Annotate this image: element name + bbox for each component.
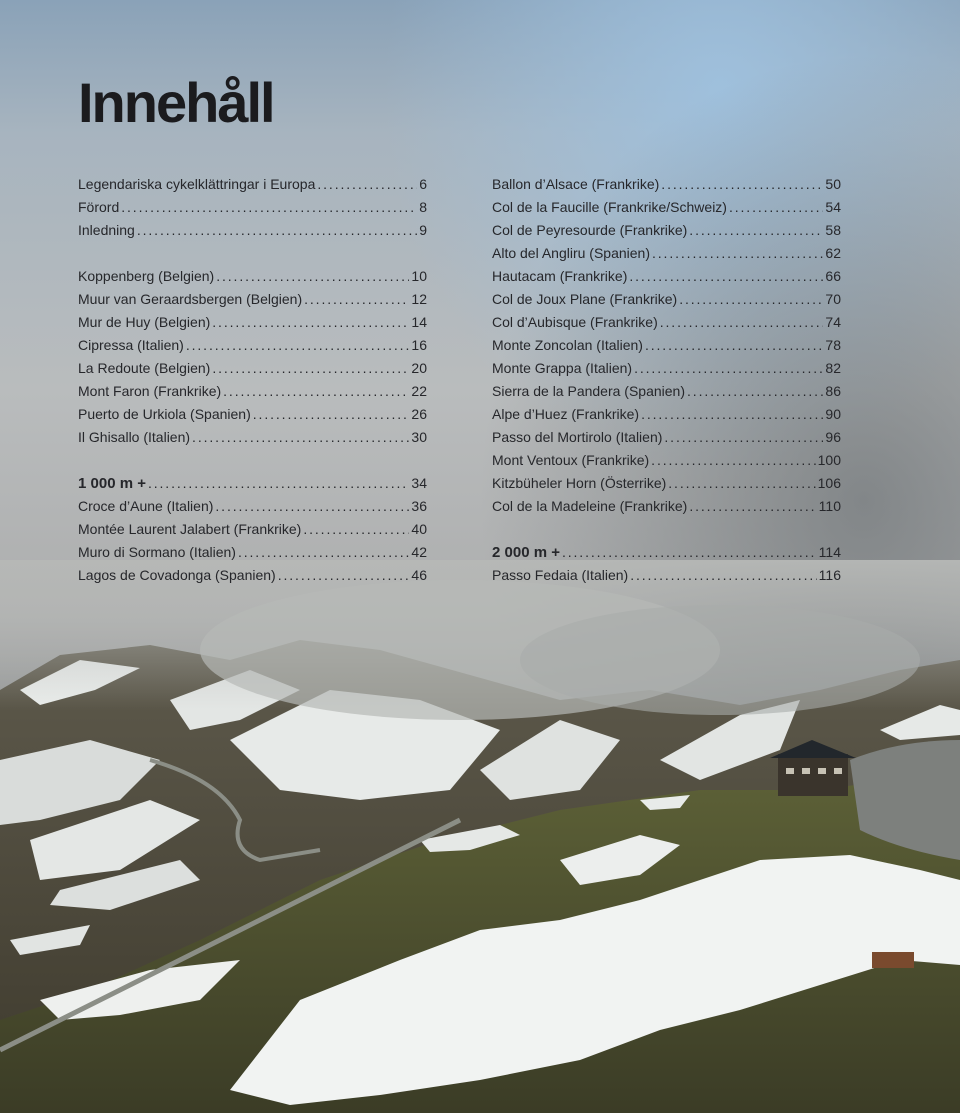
toc-entry-title: Legendariska cykelklättringar i Europa: [78, 176, 316, 192]
toc-page-number: 114: [818, 544, 841, 560]
dot-leader: [629, 265, 823, 288]
toc-entry: [492, 265, 841, 288]
toc-page-number: 8: [419, 199, 427, 215]
toc-entry-title: Col d’Aubisque (Frankrike): [492, 314, 658, 330]
toc-page-number: 106: [817, 475, 841, 491]
toc-entry: [492, 219, 841, 242]
toc-page-number: 12: [411, 291, 427, 307]
toc-page-number: 50: [825, 176, 841, 192]
toc-page-number: 34: [411, 475, 427, 491]
toc-page-number: 40: [411, 521, 427, 537]
dot-leader: [192, 426, 409, 449]
toc-entry-title: Mont Ventoux (Frankrike): [492, 452, 650, 468]
toc-entry-title: Monte Zoncolan (Italien): [492, 337, 643, 353]
toc-page-number: 78: [825, 337, 841, 353]
toc-section-heading: [78, 472, 427, 495]
toc-page-number: 30: [411, 429, 427, 445]
toc-entry: [492, 426, 841, 449]
dot-leader: [317, 173, 417, 196]
toc-entry: [78, 357, 427, 380]
toc-entry-title: Muur van Geraardsbergen (Belgien): [78, 291, 303, 307]
toc-spacer: [78, 449, 427, 472]
toc-page-number: 82: [825, 360, 841, 376]
toc-column-right: [492, 173, 841, 587]
toc-entry: [492, 403, 841, 426]
dot-leader: [645, 334, 823, 357]
toc-page-number: 74: [825, 314, 841, 330]
dot-leader: [304, 288, 409, 311]
toc-entry: [78, 288, 427, 311]
toc-entry: [78, 495, 427, 518]
toc-entry: [78, 403, 427, 426]
toc-entry-title: Col de la Faucille (Frankrike/Schweiz): [492, 199, 727, 215]
toc-entry-title: Alpe d’Huez (Frankrike): [492, 406, 640, 422]
toc-entry: [492, 311, 841, 334]
toc-entry-title: Koppenberg (Belgien): [78, 268, 215, 284]
toc-entry-title: Monte Grappa (Italien): [492, 360, 633, 376]
toc-entry: [492, 472, 841, 495]
toc-entry-title: Ballon d’Alsace (Frankrike): [492, 176, 660, 192]
toc-entry: [492, 449, 841, 472]
toc-entry: [78, 219, 427, 242]
toc-entry-title: Inledning: [78, 222, 135, 238]
toc-entry: [78, 426, 427, 449]
toc-page-number: 96: [825, 429, 841, 445]
dot-leader: [223, 380, 409, 403]
toc-section-heading: [492, 541, 841, 564]
toc-entry: [492, 334, 841, 357]
toc-page-number: 100: [817, 452, 841, 468]
toc-entry-title: Il Ghisallo (Italien): [78, 429, 191, 445]
toc-page-number: 90: [825, 406, 841, 422]
toc-entry: [78, 541, 427, 564]
toc-entry: [78, 196, 427, 219]
toc-page-number: 62: [825, 245, 841, 261]
toc-entry: [78, 518, 427, 541]
dot-leader: [186, 334, 410, 357]
toc-page-number: 36: [411, 498, 427, 514]
toc-page-number: 58: [825, 222, 841, 238]
toc-page-number: 16: [411, 337, 427, 353]
toc-spacer: [492, 518, 841, 541]
toc-entry: [492, 564, 841, 587]
toc-entry-title: La Redoute (Belgien): [78, 360, 211, 376]
toc-entry-title: Förord: [78, 199, 120, 215]
dot-leader: [562, 541, 817, 564]
toc-page-number: 9: [419, 222, 427, 238]
toc-entry: [492, 173, 841, 196]
dot-leader: [729, 196, 823, 219]
toc-page-number: 14: [411, 314, 427, 330]
dot-leader: [278, 564, 410, 587]
dot-leader: [212, 357, 409, 380]
dot-leader: [679, 288, 823, 311]
dot-leader: [651, 449, 815, 472]
dot-leader: [634, 357, 823, 380]
toc-entry: [78, 334, 427, 357]
dot-leader: [630, 564, 816, 587]
toc-entry-title: Passo Fedaia (Italien): [492, 567, 629, 583]
toc-entry: [492, 380, 841, 403]
dot-leader: [148, 472, 409, 495]
toc-page-number: 116: [818, 567, 841, 583]
dot-leader: [652, 242, 823, 265]
page-title: Innehåll: [78, 71, 274, 134]
toc-page-number: 42: [411, 544, 427, 560]
toc-page-number: 46: [411, 567, 427, 583]
toc-entry-title: Mont Faron (Frankrike): [78, 383, 222, 399]
dot-leader: [660, 311, 824, 334]
toc-page-number: 66: [825, 268, 841, 284]
toc-entry-title: Puerto de Urkiola (Spanien): [78, 406, 251, 422]
toc-column-left: [78, 173, 427, 587]
toc-entry-title: Hautacam (Frankrike): [492, 268, 628, 284]
toc-page-number: 54: [825, 199, 841, 215]
dot-leader: [661, 173, 823, 196]
toc-entry: [492, 196, 841, 219]
toc-page-number: 110: [818, 498, 841, 514]
toc-entry: [492, 495, 841, 518]
toc-page-number: 6: [419, 176, 427, 192]
toc-entry-title: Col de la Madeleine (Frankrike): [492, 498, 688, 514]
dot-leader: [238, 541, 409, 564]
dot-leader: [687, 380, 823, 403]
dot-leader: [216, 265, 409, 288]
toc-entry: [78, 173, 427, 196]
dot-leader: [668, 472, 815, 495]
toc-entry-title: Sierra de la Pandera (Spanien): [492, 383, 686, 399]
toc-entry-title: Montée Laurent Jalabert (Frankrike): [78, 521, 302, 537]
toc-spacer: [78, 242, 427, 265]
toc-entry: [492, 242, 841, 265]
toc-entry-title: Croce d’Aune (Italien): [78, 498, 214, 514]
toc-page-number: 10: [411, 268, 427, 284]
toc-entry: [78, 564, 427, 587]
toc-page-number: 26: [411, 406, 427, 422]
toc-entry-title: 2 000 m +: [492, 544, 560, 561]
toc-entry-title: 1 000 m +: [78, 475, 146, 492]
toc-entry-title: Cipressa (Italien): [78, 337, 184, 353]
dot-leader: [689, 219, 823, 242]
dot-leader: [121, 196, 417, 219]
dot-leader: [137, 219, 417, 242]
toc-entry: [78, 311, 427, 334]
toc-entry-title: Passo del Mortirolo (Italien): [492, 429, 663, 445]
dot-leader: [689, 495, 816, 518]
dot-leader: [664, 426, 823, 449]
dot-leader: [641, 403, 823, 426]
toc-entry-title: Col de Peyresourde (Frankrike): [492, 222, 688, 238]
toc-page-number: 86: [825, 383, 841, 399]
toc-entry: [78, 265, 427, 288]
toc-entry-title: Muro di Sormano (Italien): [78, 544, 236, 560]
toc-entry-title: Alto del Angliru (Spanien): [492, 245, 650, 261]
toc-entry-title: Lagos de Covadonga (Spanien): [78, 567, 276, 583]
toc-entry: [492, 288, 841, 311]
toc-page-number: 20: [411, 360, 427, 376]
toc-entry-title: Col de Joux Plane (Frankrike): [492, 291, 678, 307]
toc-page-number: 22: [411, 383, 427, 399]
toc-entry: [78, 380, 427, 403]
toc-page-number: 70: [825, 291, 841, 307]
dot-leader: [212, 311, 409, 334]
dot-leader: [303, 518, 409, 541]
toc-entry: [492, 357, 841, 380]
dot-leader: [253, 403, 410, 426]
toc-entry-title: Kitzbüheler Horn (Österrike): [492, 475, 667, 491]
dot-leader: [215, 495, 409, 518]
toc-entry-title: Mur de Huy (Belgien): [78, 314, 211, 330]
